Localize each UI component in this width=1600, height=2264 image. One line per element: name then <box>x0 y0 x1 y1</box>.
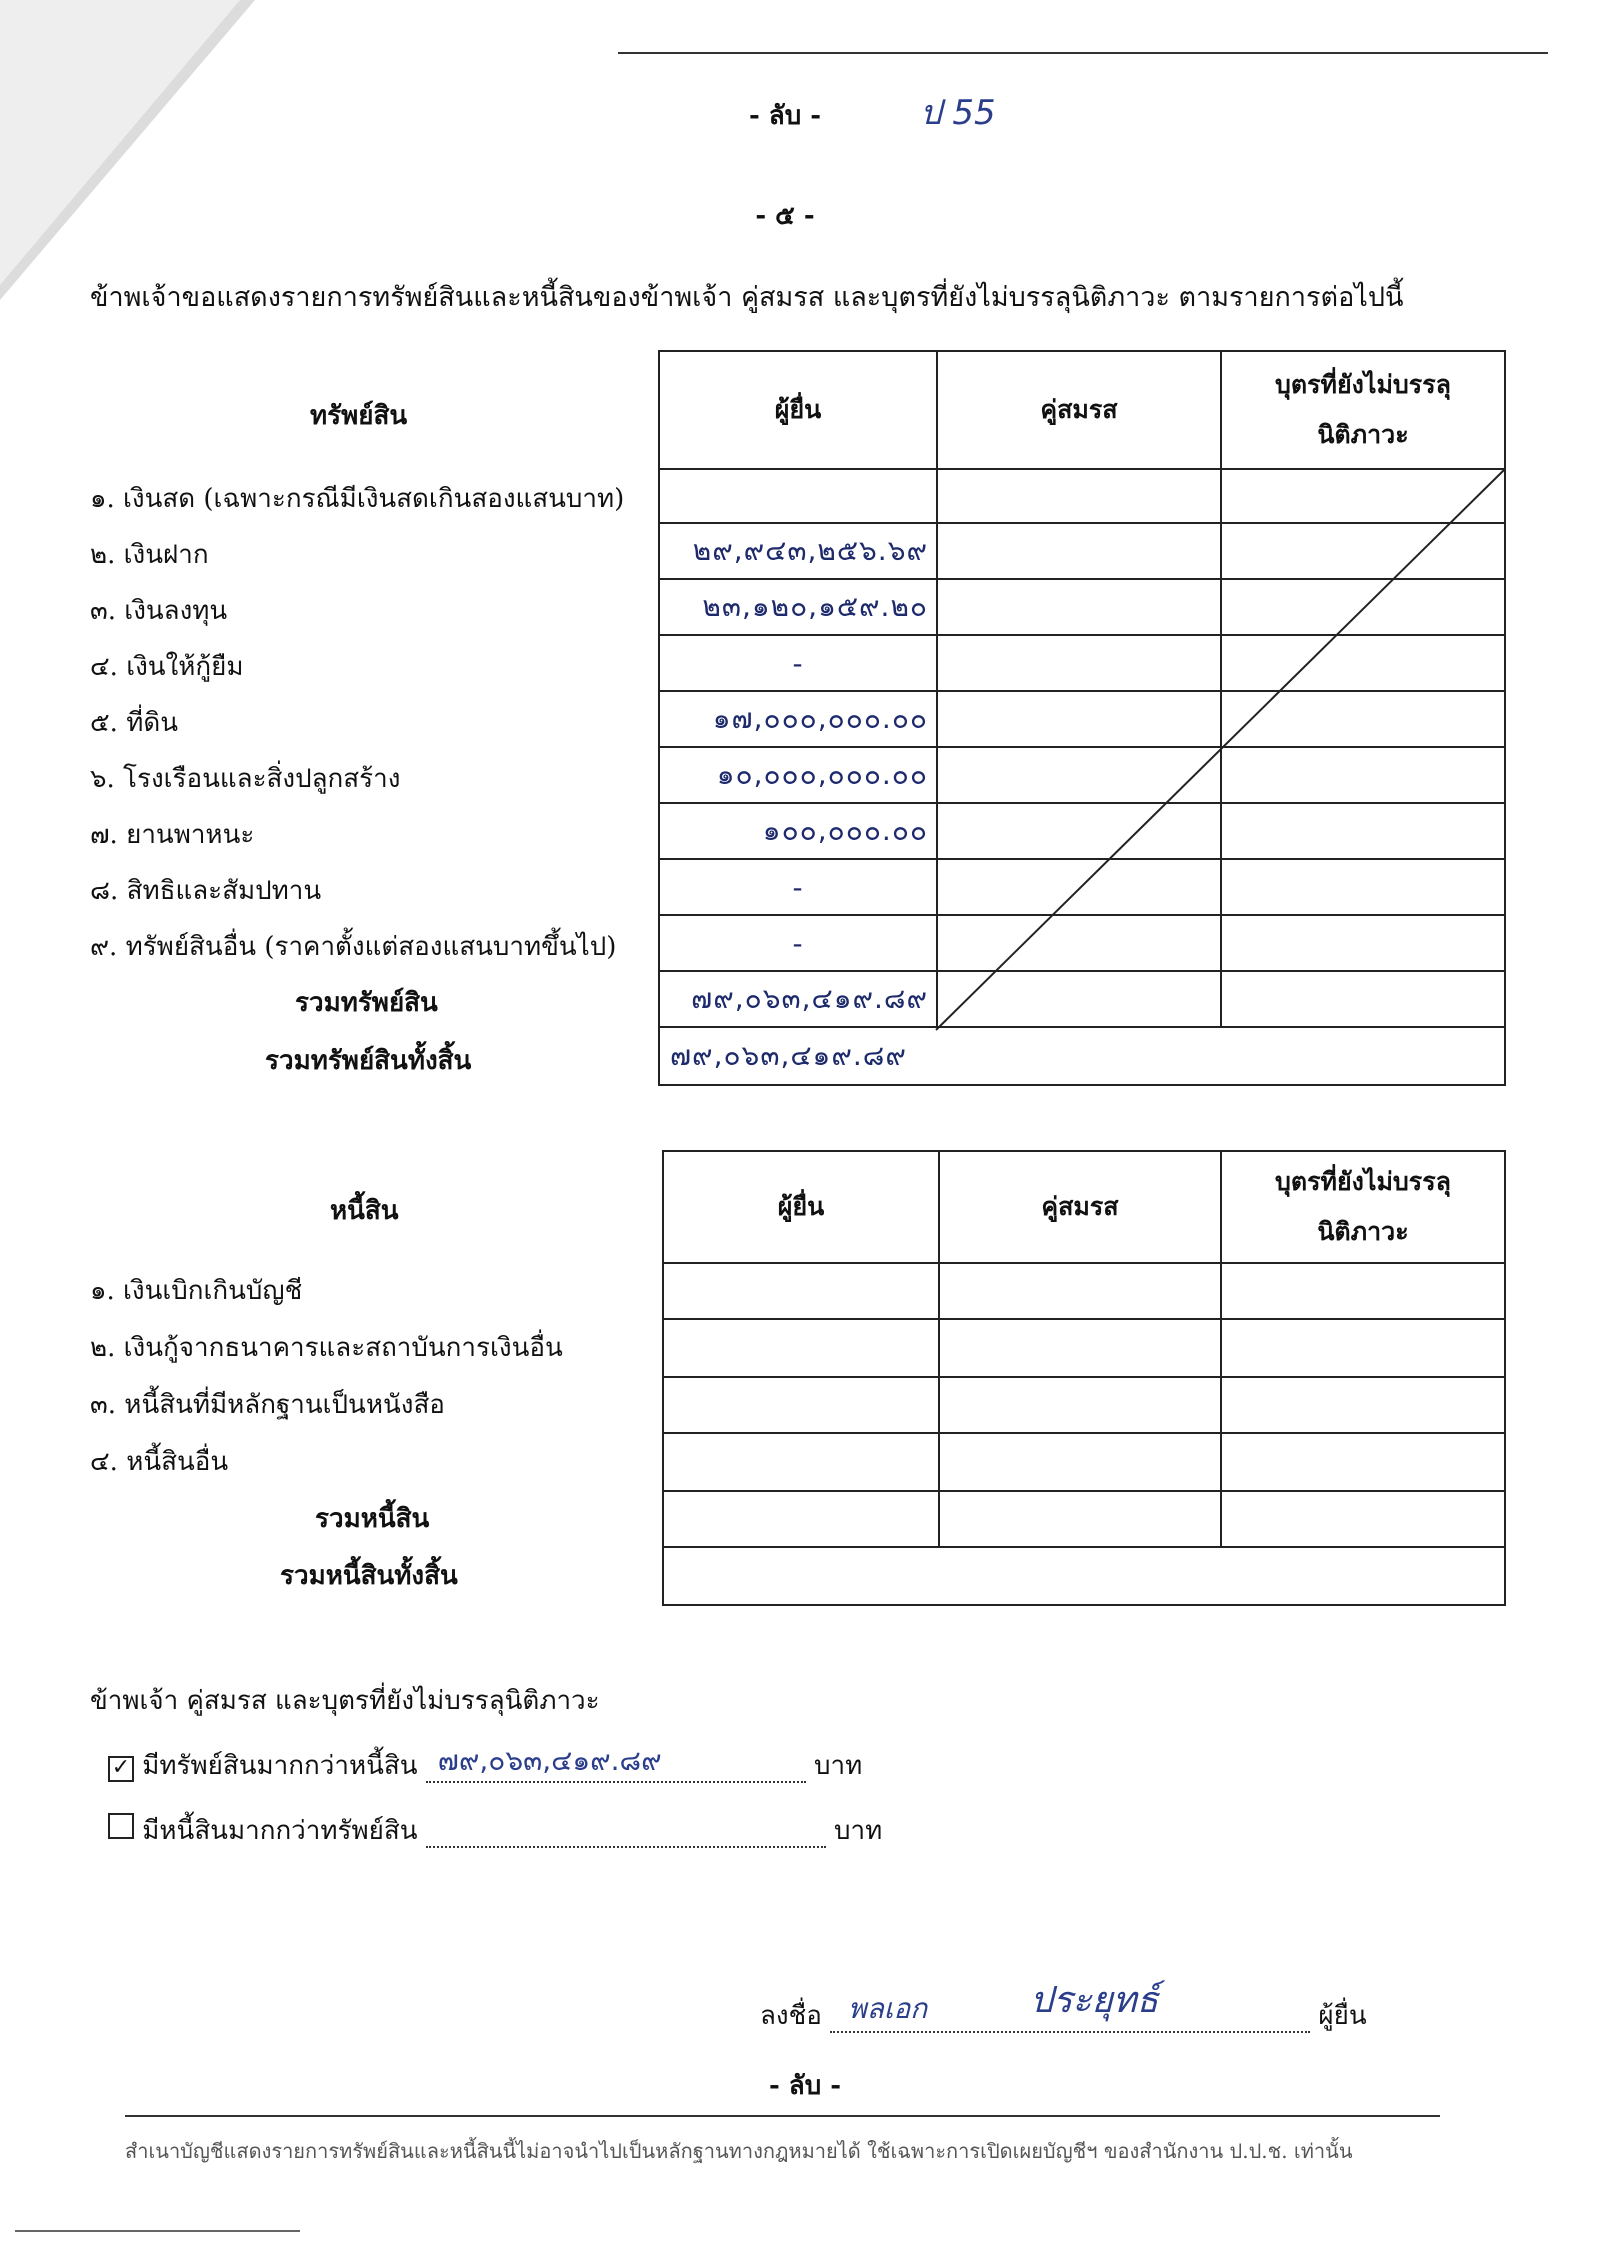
classification-bottom: - ลับ - <box>768 2071 842 2101</box>
liab-col-spouse: คู่สมรส <box>939 1151 1221 1263</box>
asset-filer-4: - <box>659 635 937 691</box>
liab-total-label: รวมหนี้สิน <box>315 1504 430 1534</box>
asset-label-5: ๕. ที่ดิน <box>90 708 179 738</box>
asset-label-3: ๓. เงินลงทุน <box>90 596 228 626</box>
assets-exceed-checkbox[interactable]: ✓ <box>108 1756 134 1782</box>
liabilities-exceed-unit: บาท <box>834 1816 883 1846</box>
signature-dotted-line <box>830 1980 1310 2033</box>
asset-filer-7: ๑๐๐,๐๐๐.๐๐ <box>659 803 937 859</box>
assets-exceed-unit: บาท <box>814 1751 863 1781</box>
asset-label-1: ๑. เงินสด (เฉพาะกรณีมีเงินสดเกินสองแสนบาท) <box>90 484 625 514</box>
liab-label-2: ๒. เงินกู้จากธนาคารและสถาบันการเงินอื่น <box>90 1333 563 1363</box>
liabilities-table <box>662 1150 1506 1606</box>
signature-line <box>760 1980 1367 2036</box>
summary-heading: ข้าพเจ้า คู่สมรส และบุตรที่ยังไม่บรรลุนิติภาวะ <box>90 1686 600 1716</box>
handwritten-note: ป 55 <box>920 93 996 133</box>
summary-option-2 <box>108 1810 882 1851</box>
intro-text: ข้าพเจ้าขอแสดงรายการทรัพย์สินและหนี้สินของข้าพเจ้า คู่สมรส และบุตรที่ยังไม่บรรลุนิติภาวะ ตามรายการต่อไปนี้ <box>90 282 1404 313</box>
bottom-rule <box>15 2230 300 2232</box>
assets-heading: ทรัพย์สิน <box>310 401 408 431</box>
liabilities-heading: หนี้สิน <box>330 1196 399 1226</box>
asset-label-7: ๗. ยานพาหนะ <box>90 820 255 850</box>
col-filer: ผู้ยื่น <box>659 351 937 469</box>
liab-col-children-line2: นิติภาวะ <box>1317 1217 1409 1246</box>
asset-filer-6: ๑๐,๐๐๐,๐๐๐.๐๐ <box>659 747 937 803</box>
asset-grand-total-value: ๗๙,๐๖๓,๔๑๙.๘๙ <box>659 1027 1505 1085</box>
liab-grand-total-label: รวมหนี้สินทั้งสิ้น <box>280 1561 458 1591</box>
col-spouse: คู่สมรส <box>937 351 1221 469</box>
asset-label-6: ๖. โรงเรือนและสิ่งปลูกสร้าง <box>90 764 401 794</box>
handwritten-rank: พลเอก <box>848 1992 928 2025</box>
asset-filer-8: - <box>659 859 937 915</box>
liab-label-1: ๑. เงินเบิกเกินบัญชี <box>90 1276 303 1306</box>
col-children-line1: บุตรที่ยังไม่บรรลุ <box>1275 370 1451 399</box>
asset-label-4: ๔. เงินให้กู้ยืม <box>90 652 244 682</box>
handwritten-signature: ประยุทธ์ <box>1030 1980 1159 2021</box>
asset-total-value: ๗๙,๐๖๓,๔๑๙.๘๙ <box>659 971 937 1027</box>
liab-col-children <box>1221 1151 1505 1263</box>
asset-filer-9: - <box>659 915 937 971</box>
sign-label: ลงชื่อ <box>760 2001 822 2031</box>
signer-role: ผู้ยื่น <box>1318 2001 1367 2031</box>
assets-exceed-label: มีทรัพย์สินมากกว่าหนี้สิน <box>142 1751 418 1781</box>
liab-col-children-line1: บุตรที่ยังไม่บรรลุ <box>1275 1167 1451 1196</box>
summary-option-1 <box>108 1745 862 1786</box>
col-children-line2: นิติภาวะ <box>1317 420 1409 449</box>
liab-col-filer: ผู้ยื่น <box>663 1151 939 1263</box>
asset-filer-3: ๒๓,๑๒๐,๑๕๙.๒๐ <box>659 579 937 635</box>
classification-top: - ลับ - <box>748 101 822 131</box>
liabilities-exceed-label: มีหนี้สินมากกว่าทรัพย์สิน <box>142 1816 418 1846</box>
page-number: - ๕ - <box>755 201 815 231</box>
liabilities-exceed-line <box>426 1816 826 1848</box>
asset-filer-2: ๒๙,๙๔๓,๒๕๖.๖๙ <box>659 523 937 579</box>
asset-filer-5: ๑๗,๐๐๐,๐๐๐.๐๐ <box>659 691 937 747</box>
liab-label-4: ๔. หนี้สินอื่น <box>90 1447 229 1477</box>
liabilities-exceed-checkbox[interactable] <box>108 1813 134 1839</box>
asset-grand-total-label: รวมทรัพย์สินทั้งสิ้น <box>265 1046 472 1076</box>
asset-label-9: ๙. ทรัพย์สินอื่น (ราคาตั้งแต่สองแสนบาทขึ้นไป) <box>90 932 617 962</box>
asset-label-8: ๘. สิทธิและสัมปทาน <box>90 876 322 906</box>
footer-note: สำเนาบัญชีแสดงรายการทรัพย์สินและหนี้สินนี้ไม่อาจนำไปเป็นหลักฐานทางกฎหมายได้ ใช้เฉพาะการเปิดเผยบัญชีฯ ของสำนักงาน ป.ป.ช. เท่านั้น <box>125 2139 1353 2163</box>
assets-exceed-line <box>426 1744 806 1783</box>
liab-label-3: ๓. หนี้สินที่มีหลักฐานเป็นหนังสือ <box>90 1390 445 1420</box>
assets-exceed-value: ๗๙,๐๖๓,๔๑๙.๘๙ <box>437 1744 662 1777</box>
asset-total-label: รวมทรัพย์สิน <box>295 988 438 1018</box>
asset-label-2: ๒. เงินฝาก <box>90 540 209 570</box>
footer-rule <box>125 2115 1440 2117</box>
